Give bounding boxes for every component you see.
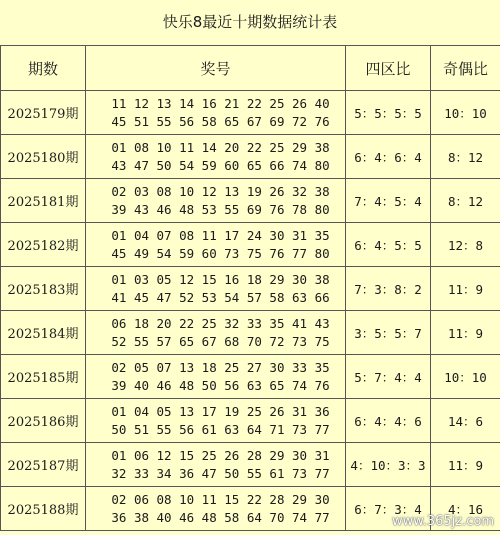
period-cell: 2025188期 xyxy=(1,487,86,531)
numbers-cell xyxy=(86,311,346,355)
four-zone-cell: 3：5：5：7 xyxy=(346,311,431,355)
period-cell: 2025180期 xyxy=(1,135,86,179)
four-zone-cell: 6：4：6：4 xyxy=(346,135,431,179)
numbers-cell xyxy=(86,91,346,135)
numbers-cell xyxy=(86,355,346,399)
odd-even-cell: 12：8 xyxy=(431,223,500,267)
period-cell: 2025181期 xyxy=(1,179,86,223)
table-row xyxy=(1,443,500,487)
odd-even-cell: 8：12 xyxy=(431,135,500,179)
numbers-line-1: 01 03 05 12 15 16 18 29 30 38 xyxy=(111,271,330,287)
odd-even-cell: 11：9 xyxy=(431,443,500,487)
table-row xyxy=(1,399,500,443)
odd-even-cell: 10：10 xyxy=(431,355,500,399)
period-cell: 2025184期 xyxy=(1,311,86,355)
numbers-cell xyxy=(86,443,346,487)
table-row xyxy=(1,267,500,311)
numbers-cell xyxy=(86,487,346,531)
header-numbers: 奖号 xyxy=(86,46,346,91)
odd-even-cell: 14：6 xyxy=(431,399,500,443)
numbers-line-1: 02 05 07 13 18 25 27 30 33 35 xyxy=(111,359,330,375)
numbers-cell xyxy=(86,179,346,223)
numbers-cell xyxy=(86,267,346,311)
table-row xyxy=(1,355,500,399)
four-zone-cell: 7：4：5：4 xyxy=(346,179,431,223)
table-row xyxy=(1,135,500,179)
period-cell: 2025182期 xyxy=(1,223,86,267)
numbers-line-2: 52 55 57 65 67 68 70 72 73 75 xyxy=(111,333,330,349)
odd-even-cell: 10：10 xyxy=(431,91,500,135)
numbers-line-1: 01 04 07 08 11 17 24 30 31 35 xyxy=(111,227,330,243)
four-zone-cell: 6：4：4：6 xyxy=(346,399,431,443)
numbers-line-1: 11 12 13 14 16 21 22 25 26 40 xyxy=(111,95,330,111)
numbers-line-2: 50 51 55 56 61 63 64 71 73 77 xyxy=(111,421,330,437)
period-cell: 2025186期 xyxy=(1,399,86,443)
four-zone-cell: 7：3：8：2 xyxy=(346,267,431,311)
watermark: www.365jz.com xyxy=(392,514,494,529)
numbers-line-2: 45 49 54 59 60 73 75 76 77 80 xyxy=(111,245,330,261)
table-row xyxy=(1,223,500,267)
numbers-line-2: 41 45 47 52 53 54 57 58 63 66 xyxy=(111,289,330,305)
four-zone-cell: 6：4：5：5 xyxy=(346,223,431,267)
header-four-zone: 四区比 xyxy=(346,46,431,91)
numbers-cell xyxy=(86,223,346,267)
numbers-line-1: 02 06 08 10 11 15 22 28 29 30 xyxy=(111,491,330,507)
table-title: 快乐8最近十期数据统计表 xyxy=(162,13,338,31)
four-zone-cell: 5：5：5：5 xyxy=(346,91,431,135)
odd-even-cell: 11：9 xyxy=(431,311,500,355)
numbers-line-1: 01 08 10 11 14 20 22 25 29 38 xyxy=(111,139,330,155)
period-cell: 2025185期 xyxy=(1,355,86,399)
numbers-line-1: 01 04 05 13 17 19 25 26 31 36 xyxy=(111,403,330,419)
numbers-line-1: 02 03 08 10 12 13 19 26 32 38 xyxy=(111,183,330,199)
period-cell: 2025179期 xyxy=(1,91,86,135)
numbers-line-2: 36 38 40 46 48 58 64 70 74 77 xyxy=(111,509,330,525)
odd-even-cell: 11：9 xyxy=(431,267,500,311)
numbers-line-1: 06 18 20 22 25 32 33 35 41 43 xyxy=(111,315,330,331)
period-cell: 2025187期 xyxy=(1,443,86,487)
header-period: 期数 xyxy=(1,46,86,91)
numbers-line-2: 45 51 55 56 58 65 67 69 72 76 xyxy=(111,113,330,129)
numbers-cell xyxy=(86,135,346,179)
numbers-line-2: 39 43 46 48 53 55 69 76 78 80 xyxy=(111,201,330,217)
table-row xyxy=(1,311,500,355)
four-zone-cell: 5：7：4：4 xyxy=(346,355,431,399)
odd-even-cell: 8：12 xyxy=(431,179,500,223)
numbers-line-1: 01 06 12 15 25 26 28 29 30 31 xyxy=(111,447,330,463)
numbers-line-2: 43 47 50 54 59 60 65 66 74 80 xyxy=(111,157,330,173)
period-cell: 2025183期 xyxy=(1,267,86,311)
table-row xyxy=(1,91,500,135)
numbers-cell xyxy=(86,399,346,443)
four-zone-cell: 4：10：3：3 xyxy=(346,443,431,487)
four-zone-cell: 6：7：3：4 xyxy=(346,487,431,531)
header-odd-even: 奇偶比 xyxy=(431,46,500,91)
table-row xyxy=(1,179,500,223)
stats-table xyxy=(0,45,500,531)
numbers-line-2: 32 33 34 36 47 50 55 61 73 77 xyxy=(111,465,330,481)
header-row xyxy=(1,46,500,91)
odd-even-cell: 4：16 xyxy=(431,487,500,531)
numbers-line-2: 39 40 46 48 50 56 63 65 74 76 xyxy=(111,377,330,393)
